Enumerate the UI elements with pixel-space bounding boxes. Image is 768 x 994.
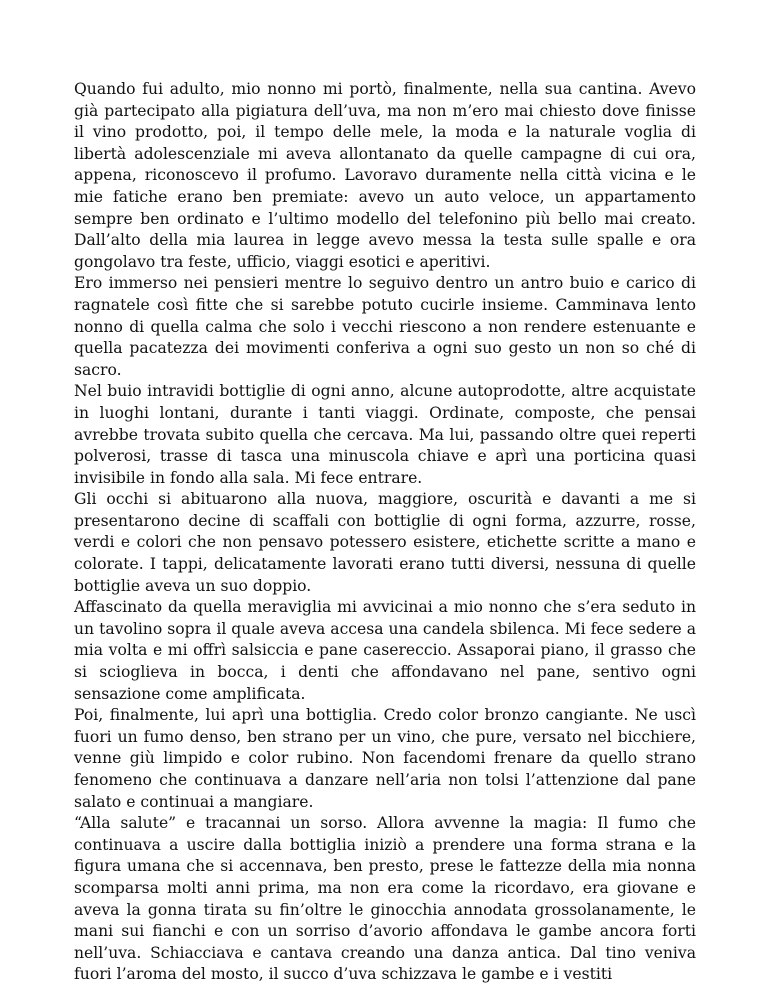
paragraph-tavolino: Affascinato da quella meraviglia mi avvicinai a mio nonno che s’era seduto in un tavolino sopra il quale aveva accesa una candela sbilenca. Mi fece sedere a mia volta e mi offrì salsiccia e pane casereccio. Assaporai piano, il grasso che si scioglieva in bocca, i denti che affondavano nel pane, sentivo ogni sensazione come amplificata. (74, 598, 696, 703)
paragraph-antro-buio: Ero immerso nei pensieri mentre lo seguivo dentro un antro buio e carico di ragnatele così fitte che si sarebbe potuto cucirle insieme. Camminava lento nonno di quella calma che solo i vecchi riescono a non rendere estenuante e quella pacatezza dei movimenti conferiva a ogni suo gesto un non so ché di sacro. (74, 274, 696, 379)
paragraph-magia: “Alla salute” e tracannai un sorso. Allora avvenne la magia: Il fumo che continuava a uscire dalla bottiglia iniziò a prendere una forma strana e la figura umana che si accennava, ben presto, prese le fattezze della mia nonna scomparsa molti anni prima, ma non era come la ricordavo, era giovane e aveva la gonna tirata su fin’oltre le ginocchia annodata grossolanamente, le mani sui fianchi e con un sorriso d’avorio affondava le gambe ancora forti nell’uva. Schiacciava e cantava creando una danza antica. Dal tino veniva fuori l’aroma del mosto, il succo d’uva schizzava le gambe e i vestiti (74, 814, 696, 984)
paragraph-cantina-intro: Quando fui adulto, mio nonno mi portò, finalmente, nella sua cantina. Avevo già partecipato alla pigiatura dell’uva, ma non m’ero mai chiesto dove finisse il vino prodotto, poi, il tempo delle mele, la moda e la naturale voglia di libertà adolescenziale mi aveva allontanato da quelle campagne di cui ora, appena, riconoscevo il profumo. Lavoravo duramente nella città vicina e le mie fatiche erano ben premiate: avevo un auto veloce, un appartamento sempre ben ordinato e l’ultimo modello del telefonino più bello mai creato. Dall’alto della mia laurea in legge avevo messa la testa sulle spalle e ora gongolavo tra feste, ufficio, viaggi esotici e aperitivi. (74, 80, 696, 271)
paragraph-bottiglie: Nel buio intravidi bottiglie di ogni anno, alcune autoprodotte, altre acquistate in luoghi lontani, durante i tanti viaggi. Ordinate, composte, che pensai avrebbe trovata subito quella che cercava. Ma lui, passando oltre quei reperti polverosi, trasse di tasca una minuscola chiave e aprì una porticina quasi invisibile in fondo alla sala. Mi fece entrare. (74, 382, 696, 487)
paragraph-bottiglia-aperta: Poi, finalmente, lui aprì una bottiglia. Credo color bronzo cangiante. Ne uscì fuori un fumo denso, ben strano per un vino, che pure, versato nel bicchiere, venne giù limpido e color rubino. Non facendomi frenare da quello strano fenomeno che continuava a danzare nell’aria non tolsi l’attenzione dal pane salato e continuai a mangiare. (74, 706, 696, 811)
document-page (74, 79, 696, 986)
paragraph-scaffali: Gli occhi si abituarono alla nuova, maggiore, oscurità e davanti a me si presentarono decine di scaffali con bottiglie di ogni forma, azzurre, rosse, verdi e colori che non pensavo potessero esistere, etichette scritte a mano e colorate. I tappi, delicatamente lavorati erano tutti diversi, nessuna di quelle bottiglie aveva un suo doppio. (74, 490, 696, 595)
